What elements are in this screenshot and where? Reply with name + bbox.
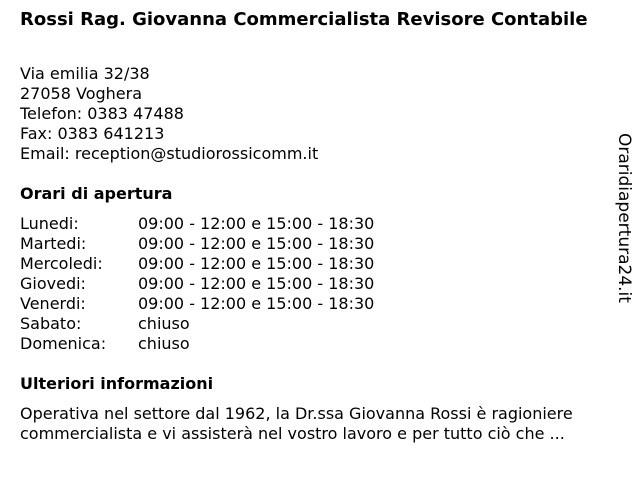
city-postcode: 27058 Voghera — [20, 84, 142, 103]
day-hours: 09:00 - 12:00 e 15:00 - 18:30 — [138, 214, 375, 233]
opening-hours-heading: Orari di apertura — [20, 184, 173, 203]
day-label: Martedi: — [20, 234, 87, 253]
contact-block — [20, 64, 318, 164]
day-hours: chiuso — [138, 334, 190, 353]
day-label: Domenica: — [20, 334, 107, 353]
email-address: Email: reception@studiorossicomm.it — [20, 144, 319, 163]
description-line: Operativa nel settore dal 1962, la Dr.ssa Giovanna Rossi è ragioniere — [20, 404, 573, 423]
day-label: Giovedi: — [20, 274, 86, 293]
day-label: Venerdi: — [20, 294, 86, 313]
description-line: commercialista e vi assisterà nel vostro lavoro e per tutto ciò che ... — [20, 424, 565, 443]
day-hours: chiuso — [138, 314, 190, 333]
day-label: Sabato: — [20, 314, 82, 333]
phone-number: Telefon: 0383 47488 — [20, 104, 184, 123]
day-hours: 09:00 - 12:00 e 15:00 - 18:30 — [138, 294, 375, 313]
day-hours: 09:00 - 12:00 e 15:00 - 18:30 — [138, 234, 375, 253]
site-watermark: Oraridiapertura24.it — [614, 133, 634, 303]
more-info-heading: Ulteriori informazioni — [20, 374, 214, 393]
day-label: Lunedi: — [20, 214, 79, 233]
street-address: Via emilia 32/38 — [20, 64, 150, 83]
day-hours: 09:00 - 12:00 e 15:00 - 18:30 — [138, 254, 375, 273]
fax-number: Fax: 0383 641213 — [20, 124, 165, 143]
day-label: Mercoledi: — [20, 254, 103, 273]
business-name: Rossi Rag. Giovanna Commercialista Revisore Contabile — [20, 9, 588, 30]
business-description — [20, 404, 620, 444]
day-hours: 09:00 - 12:00 e 15:00 - 18:30 — [138, 274, 375, 293]
